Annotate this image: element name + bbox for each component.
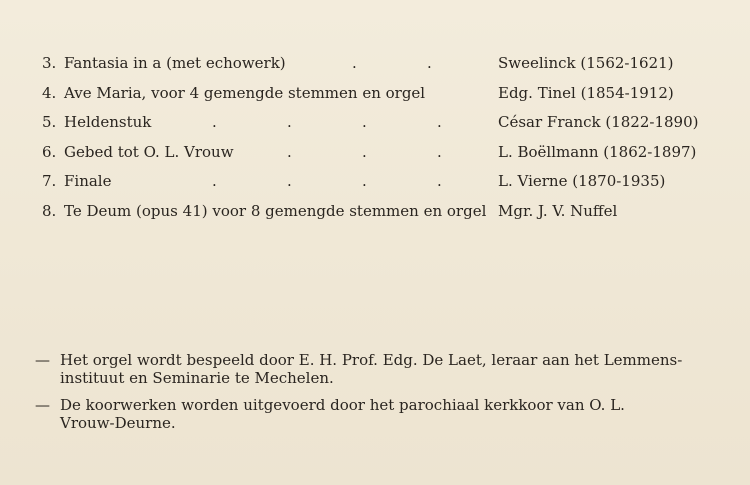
item-title: Te Deum (opus 41) voor 8 gemengde stemmen en orgel bbox=[64, 201, 487, 220]
item-title: Ave Maria, voor 4 gemengde stemmen en orgel bbox=[64, 83, 426, 102]
leader-dot: . bbox=[437, 172, 442, 190]
note-dash: — bbox=[35, 351, 50, 369]
program-item bbox=[42, 111, 722, 141]
program-item bbox=[42, 170, 722, 200]
program-item bbox=[42, 141, 722, 171]
leader-dot: . bbox=[287, 172, 292, 190]
leader-dot: . bbox=[362, 172, 367, 190]
item-number: 6. bbox=[42, 142, 57, 161]
note-line: instituut en Seminarie te Mechelen. bbox=[60, 369, 334, 387]
item-number: 4. bbox=[42, 83, 57, 102]
item-title: Finale bbox=[64, 172, 112, 190]
note-line: Vrouw-Deurne. bbox=[60, 414, 176, 432]
item-number: 7. bbox=[42, 172, 57, 190]
leader-dots bbox=[212, 52, 457, 74]
leader-dot: . bbox=[362, 142, 367, 161]
item-composer: L. Boëllmann (1862-1897) bbox=[498, 142, 697, 161]
note-dash: — bbox=[35, 396, 50, 414]
leader-dot: . bbox=[287, 142, 292, 161]
item-number: 3. bbox=[42, 54, 57, 72]
item-title: Gebed tot O. L. Vrouw bbox=[64, 142, 234, 161]
program-item bbox=[42, 82, 722, 112]
leader-dot: . bbox=[437, 142, 442, 161]
item-title: Heldenstuk bbox=[64, 113, 152, 131]
item-composer: César Franck (1822-1890) bbox=[498, 113, 699, 131]
item-composer: Mgr. J. V. Nuffel bbox=[498, 201, 618, 220]
leader-dot: . bbox=[212, 172, 217, 190]
program-item bbox=[42, 200, 722, 230]
note-line: Het orgel wordt bespeeld door E. H. Prof. Edg. De Laet, leraar aan het Lemmens- bbox=[60, 351, 683, 369]
leader-dot: . bbox=[362, 113, 367, 131]
item-title: Fantasia in a (met echowerk) bbox=[64, 54, 286, 72]
program-list bbox=[42, 52, 722, 229]
note-line: De koorwerken worden uitgevoerd door het parochiaal kerkkoor van O. L. bbox=[60, 396, 625, 414]
note-choir bbox=[35, 396, 715, 432]
item-composer: L. Vierne (1870-1935) bbox=[498, 172, 666, 190]
leader-dots bbox=[212, 170, 457, 192]
item-number: 8. bbox=[42, 201, 57, 220]
leader-dots bbox=[212, 111, 457, 133]
leader-dot: . bbox=[352, 54, 357, 72]
item-number: 5. bbox=[42, 113, 57, 131]
leader-dot: . bbox=[427, 54, 432, 72]
notes-section bbox=[35, 351, 715, 441]
note-organist bbox=[35, 351, 715, 387]
leader-dots bbox=[212, 141, 457, 163]
leader-dot: . bbox=[212, 113, 217, 131]
item-composer: Sweelinck (1562-1621) bbox=[498, 54, 674, 72]
item-composer: Edg. Tinel (1854-1912) bbox=[498, 83, 674, 102]
leader-dot: . bbox=[287, 113, 292, 131]
leader-dot: . bbox=[437, 113, 442, 131]
program-item bbox=[42, 52, 722, 82]
